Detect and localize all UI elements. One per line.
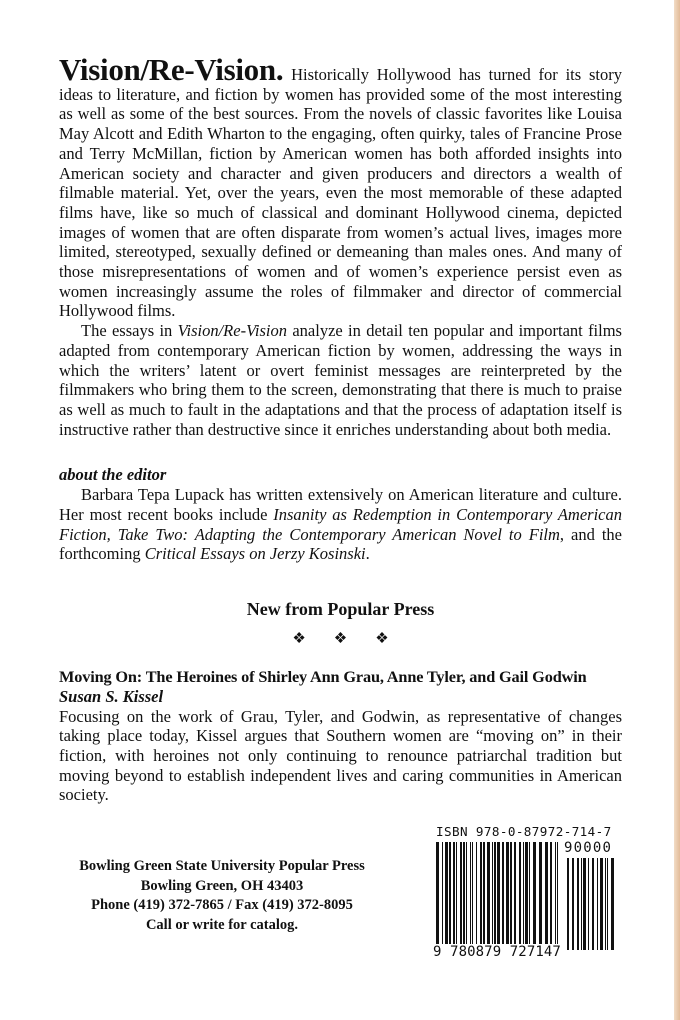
barcode-bar [583, 858, 586, 950]
barcode-bar [567, 858, 569, 950]
barcode-main [434, 842, 562, 950]
barcode-bar [611, 858, 614, 950]
publisher-call: Call or write for catalog. [145, 916, 299, 933]
featured-book-author: Susan S. Kissel [59, 686, 164, 706]
barcode-bar [453, 842, 455, 950]
barcode-bar [442, 842, 443, 950]
barcode-bar [581, 858, 582, 950]
barcode-bar [480, 842, 482, 950]
barcode-bar [550, 842, 552, 950]
barcode-bar [523, 842, 524, 950]
barcode-bar [487, 842, 490, 950]
editor-text-mid: , and the forthcoming [59, 524, 622, 564]
barcode-bar [460, 842, 462, 950]
essays-text-rest: analyze in detail ten popular and important films adapted from contemporary American fiction by women, addressing the ways in which the writers’ latent or overt feminist messages are reinterpreted by the filmmakers who bring them to the screen, demonstrating that there is much to praise as well as much to fault in the adaptations and that the process of adaptation itself is instructive rather than destructive since it enriches understanding about both media. [59, 321, 622, 439]
featured-book-description: Focusing on the work of Grau, Tyler, and Godwin, as representative of changes taking place today, Kissel argues that Southern women are “moving on” in their fiction, with heroines not only continuing to renounce patriarchal tradition but moving beyond to establish independent lives and caring communities in American society. [59, 706, 622, 805]
editor-text-end: . [365, 544, 370, 564]
barcode-bar [607, 858, 608, 950]
barcode-bar [502, 842, 504, 950]
isbn-label: ISBN 978-0-87972-714-7 [436, 824, 612, 839]
barcode-bar [470, 842, 471, 950]
featured-book-title: Moving On: The Heroines of Shirley Ann Grau, Anne Tyler, and Gail Godwin [59, 667, 587, 687]
barcode-bar [466, 842, 467, 950]
barcode-bar [592, 858, 594, 950]
back-cover-text [59, 52, 622, 805]
publisher-address [66, 857, 378, 935]
barcode-bar [519, 842, 521, 950]
barcode-bar [476, 842, 477, 950]
barcode-bar [463, 842, 465, 950]
diamond-ornament-icon: ❖ [375, 631, 389, 648]
barcode-bar [510, 842, 512, 950]
barcode-bar [605, 858, 606, 950]
publisher-city: Bowling Green, OH 43403 [140, 877, 304, 894]
barcode-bar [483, 842, 485, 950]
barcode-bar [557, 842, 558, 950]
editor-book-2: Critical Essays on Jerzy Kosinski [144, 544, 366, 564]
book-title-italic: Vision/Re-Vision [177, 321, 288, 341]
publisher-name: Bowling Green State University Popular Press [79, 858, 365, 874]
barcode-bar [494, 842, 496, 950]
barcode-bar [539, 842, 542, 950]
barcode-bar [600, 858, 603, 950]
about-editor-heading: about the editor [59, 465, 167, 485]
diamond-ornament-icon: ❖ [333, 631, 348, 648]
barcode-bar [525, 842, 528, 950]
barcode-bar [529, 842, 530, 950]
barcode-bar [545, 842, 548, 950]
diamond-ornament-icon: ❖ [292, 631, 306, 648]
barcode-bar [445, 842, 448, 950]
barcode-bar [588, 858, 589, 950]
barcode-bar [492, 842, 493, 950]
page-edge [674, 0, 680, 1020]
barcode-bar [597, 858, 598, 950]
barcode-bar [577, 858, 579, 950]
publisher-phone: Phone (419) 372-7865 / Fax (419) 372-8095 [91, 897, 353, 914]
barcode-addon [565, 858, 615, 950]
barcode-bar [555, 842, 556, 950]
barcode-bar [572, 858, 574, 950]
barcode-bar [456, 842, 457, 950]
barcode-bar [514, 842, 516, 950]
barcode-bar [497, 842, 500, 950]
barcode-bar [506, 842, 509, 950]
ornament-row [59, 631, 622, 647]
price-code: 90000 [564, 840, 613, 856]
barcode-bar [472, 842, 473, 950]
intro-text: Historically Hollywood has turned for its story ideas to literature, and fiction by women has provided some of the most interesting as well as some of the best sources. From the novels of classic favorites like Louisa May Alcott and Edith Wharton to the engaging, often quirky, tales of Francine Prose and Terry McMillan, fiction by American women has both afforded insights into American society and character and given producers and directors a wealth of filmable material. Yet, over the years, even the most memorable of these adapted films have, like so much of classical and dominant Hollywood cinema, depicted images of women that are often disparate from women’s actual lives, images more limited, stereotyped, sexually defined or demeaning than males ones. And many of those misrepresentations of women and of women’s experience persist even as women increasingly assume the roles of filmmaker and director of commercial Hollywood films. [59, 65, 622, 321]
headline: Vision/Re-Vision. [59, 52, 284, 87]
editor-book-1: Insanity as Redemption in Contemporary American Fiction, Take Two: Adapting the Contemporary American Novel to Film [59, 505, 622, 544]
essays-paragraph [59, 321, 622, 439]
barcode-bar [436, 842, 439, 950]
essays-text-start: The essays in [81, 321, 178, 341]
ean-number: 9 780879 727147 [433, 944, 561, 960]
editor-paragraph [59, 485, 622, 564]
barcode-bar [533, 842, 536, 950]
new-from-heading: New from Popular Press [246, 599, 435, 620]
editor-text-start: Barbara Tepa Lupack has written extensively on American literature and culture. Her most recent books include [59, 485, 622, 525]
barcode-bar [449, 842, 451, 950]
intro-paragraph [59, 52, 622, 321]
